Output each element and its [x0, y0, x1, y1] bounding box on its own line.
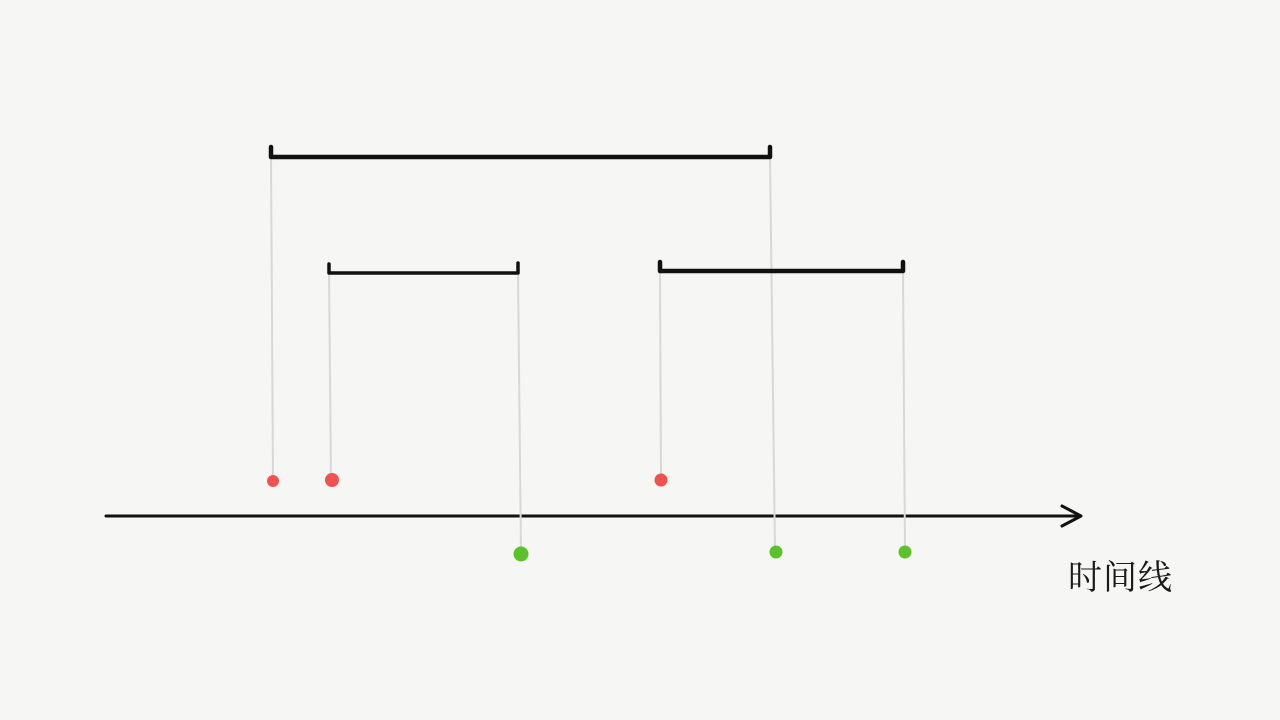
interval-1-end-point [770, 546, 783, 559]
interval-1-start-point [267, 475, 279, 487]
interval-3-bracket [660, 262, 903, 271]
interval-1 [267, 147, 783, 559]
interval-3-end-guide [903, 272, 905, 552]
time-axis [106, 506, 1081, 526]
interval-2-start-point [325, 473, 339, 487]
interval-3-start-point [655, 474, 668, 487]
interval-2-bracket [329, 263, 518, 273]
interval-2-end-point [514, 547, 529, 562]
interval-1-start-guide [271, 156, 273, 480]
interval-1-bracket [271, 147, 770, 157]
interval-2-start-guide [329, 272, 331, 480]
interval-3-start-guide [660, 272, 661, 480]
interval-3-end-point [899, 546, 912, 559]
interval-3 [655, 262, 912, 559]
axis-label: 时间线 [1068, 558, 1173, 598]
interval-2-end-guide [518, 272, 521, 554]
interval-1-end-guide [770, 156, 775, 552]
